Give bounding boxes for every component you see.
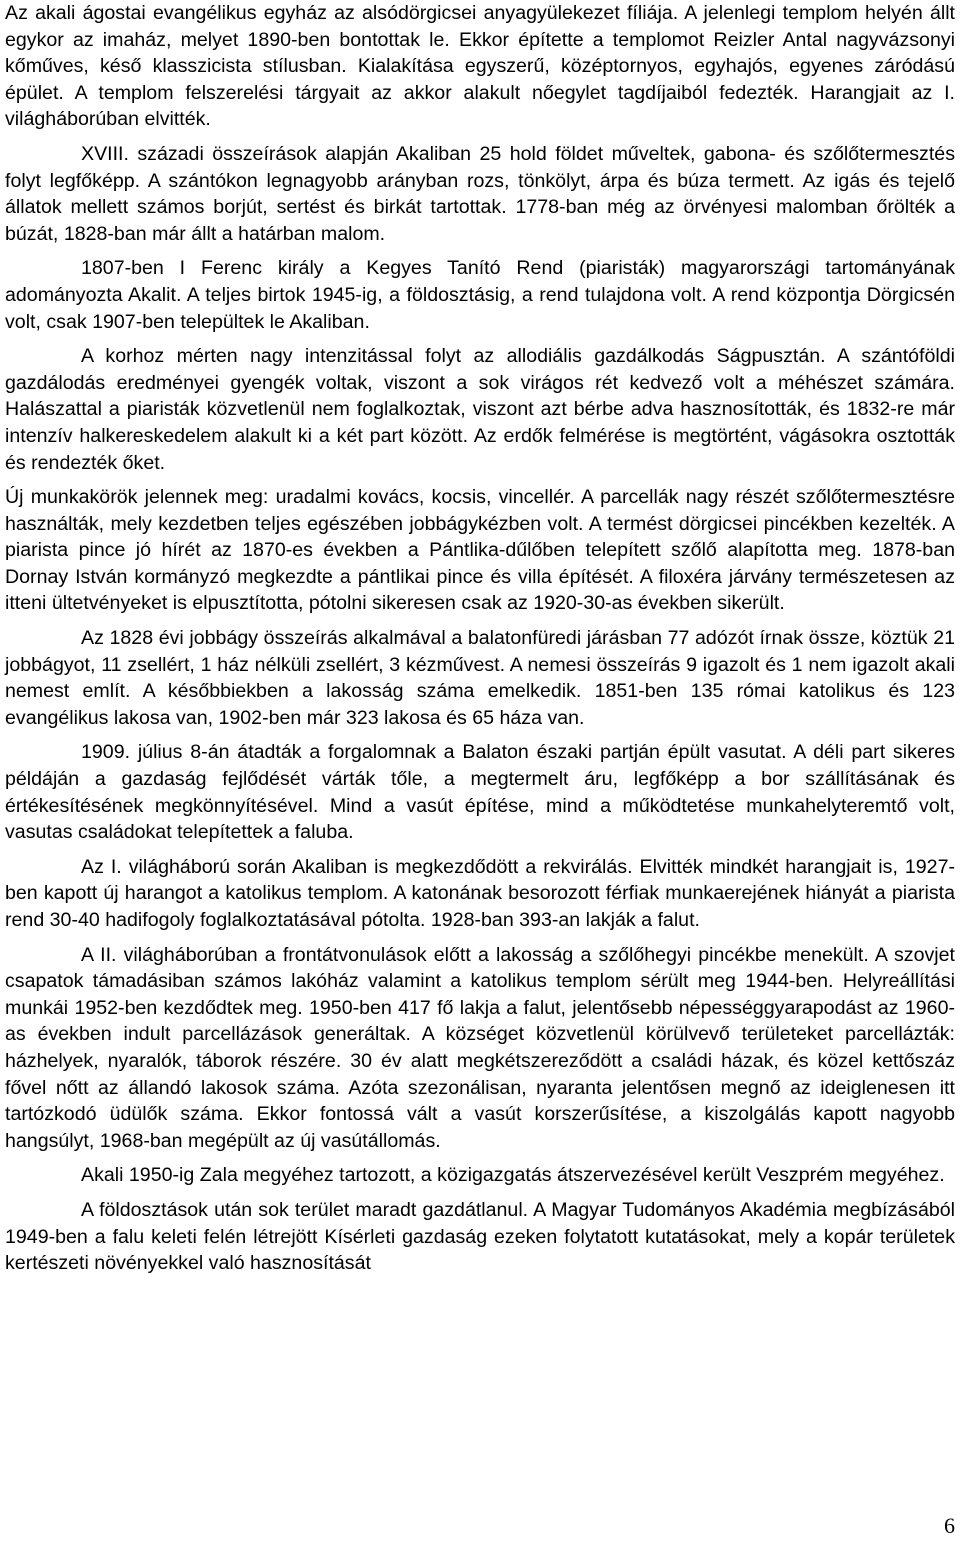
paragraph-railway-1909: 1909. július 8-án átadták a forgalomnak a Balaton északi partján épült vasutat. A déli part sikeres példáján a gazdaság fejlődését várták tőle, a megtermelt áru, legfőképp a bor szállításának és értékesítésének megkönnyítésével. Mind a vasút építése, mind a működtetése munkahelyteremtő volt, vasutas családokat telepítettek a faluba. (5, 741, 955, 844)
paragraph-allodial-farming: A korhoz mérten nagy intenzitással folyt az allodiális gazdálkodás Ságpusztán. A szántóföldi gazdálodás eredményei gyengék voltak, viszont a sok virágos rét kedvező volt a méhészet számára. Halászattal a piaristák közvetlenül nem foglalkoztak, viszont azt bérbe adva hasznosították, és 1832-re már intenzív halkereskedelem alakult ki a két part között. Az erdők felmérése is megtörtént, vágásokra osztották és rendezték őket. (5, 345, 955, 474)
paragraph-zala-county: Akali 1950-ig Zala megyéhez tartozott, a közigazgatás átszervezésével került Veszprém megyéhez. (81, 1164, 945, 1187)
paragraph-18th-century-census: XVIII. századi összeírások alapján Akaliban 25 hold földet műveltek, gabona- és szőlőtermesztés folyt legfőképp. A szántókon legnagyobb arányban rozs, tönkölyt, árpa és búza termett. Az igás és tejelő állatok mellett számos borjút, sertést és birkát tartottak. 1778-ban még az örvényesi malomban őrölték a búzát, 1828-ban már állt a határban malom. (5, 142, 955, 245)
paragraph-evangelical-church: Az akali ágostai evangélikus egyház az alsódörgicsei anyagyülekezet fíliája. A jelenlegi templom helyén állt egykor az imaház, melyet 1890-ben bontottak le. Ekkor építette a templomot Reizler Antal nagyvázsonyi kőműves, késő klasszicista stílusban. Kialakítása egyszerű, középtornyos, egyhajós, egyenes záródású épület. A templom felszerelési tárgyait az akkor alakult nőegylet tagdíjaiból fedezték. Harangjait az I. világháborúban elvitték. (5, 2, 955, 131)
paragraph-1828-census: Az 1828 évi jobbágy összeírás alkalmával a balatonfüredi járásban 77 adózót írnak össze, köztük 21 jobbágyot, 11 zsellért, 1 ház nélküli zsellért, 3 kézművest. A nemesi összeírás 9 igazolt és 1 nem igazolt akali nemest említ. A későbbiekben a lakosság száma emelkedik. 1851-ben 135 római katolikus és 123 evangélikus lakosa van, 1902-ben már 323 lakosa és 65 háza van. (5, 627, 955, 729)
paragraph-land-distribution: A földosztások után sok terület maradt gazdátlanul. A Magyar Tudományos Akadémia megbízásából 1949-ben a falu keleti felén létrejött Kísérleti gazdaság ezeken folytatott kutatásokat, mely a kopár területek kertészeti növényekkel való hasznosítását (5, 1198, 955, 1275)
page-number: 6 (944, 1513, 955, 1538)
paragraph-world-war-one: Az I. világháború során Akaliban is megkezdődött a rekvirálás. Elvitték mindkét harangjait is, 1927-ben kapott új harangot a katolikus templom. A katonának besorozott férfiak munkaerejének hiányát a piarista rend 30-40 hadifogoly foglalkoztatásával pótolta. 1928-ban 393-an lakják a falut. (5, 855, 955, 931)
paragraph-world-war-two: A II. világháborúban a frontátvonulások előtt a lakosság a szőlőhegyi pincékbe menekült. A szovjet csapatok támadásiban számos lakóház valamint a katolikus templom sérült meg 1944-ben. Helyreállítási munkái 1952-ben kezdődtek meg. 1950-ben 417 fő lakja a falut, jelentősebb népességgyarapodást az 1960-as években indult parcellázások generáltak. A községet közvetlenül körülvevő területeket parcellázták: házhelyek, nyaralók, táborok részére. 30 év alatt megkétszereződött a családi házak, és közel kettőszáz fővel nőtt az állandó lakosok száma. Azóta szezonálisan, nyaranta jelentősen megnő az ideiglenesen itt tartózkodó üdülők száma. Ekkor fontossá vált a vasút korszerűsítése, a kiszolgálás kapott nagyobb hangsúlyt, 1968-ban megépült az új vasútállomás. (5, 943, 955, 1152)
document-page (5, 0, 955, 1285)
paragraph-new-occupations: Új munkakörök jelennek meg: uradalmi kovács, kocsis, vincellér. A parcellák nagy részét szőlőtermesztésre használták, mely kezdetben teljes egészében jobbágykézben volt. A termést dörgicsei pincékben kezelték. A piarista pince jó hírét az 1870-es években a Pántlika-dűlőben telepített szőlő alapította meg. 1878-ban Dornay István kormányzó megkezdte a pántlikai pince és villa építését. A filoxéra járvány természetesen az itteni ültetvényeket is elpusztította, pótolni sikeresen csak az 1920-30-as években sikerült. (5, 486, 955, 615)
paragraph-piarist-order: 1807-ben I Ferenc király a Kegyes Tanító Rend (piaristák) magyarországi tartományának adományozta Akalit. A teljes birtok 1945-ig, a földosztásig, a rend tulajdona volt. A rend központja Dörgicsén volt, csak 1907-ben települtek le Akaliban. (5, 257, 955, 333)
